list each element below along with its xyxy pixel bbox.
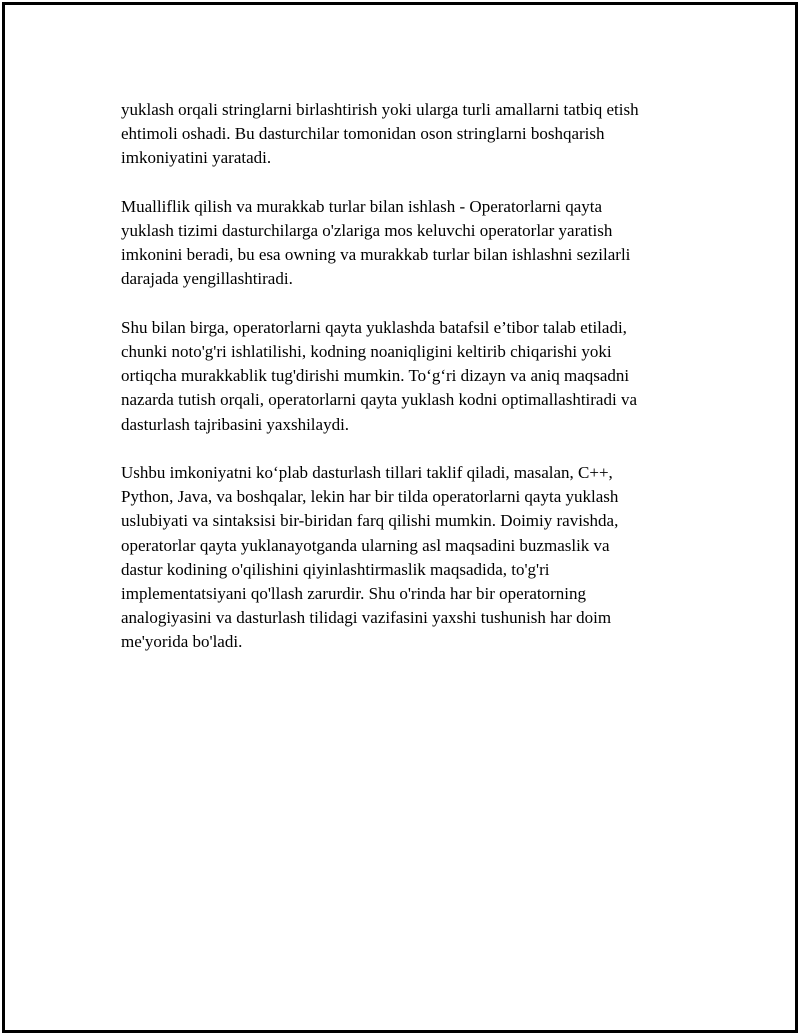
text-line: ehtimoli oshadi. Bu dasturchilar tomonidan oson stringlarni boshqarish	[121, 124, 605, 144]
text-line: darajada yengillashtiradi.	[121, 269, 293, 289]
page-frame	[2, 2, 798, 1033]
paragraph	[121, 195, 701, 292]
text-line: me'yorida bo'ladi.	[121, 632, 243, 652]
text-line: chunki noto'g'ri ishlatilishi, kodning noaniqligini keltirib chiqarishi yoki	[121, 342, 612, 361]
text-line: ortiqcha murakkablik tug'dirishi mumkin. To‘g‘ri dizayn va aniq maqsadni	[121, 366, 630, 386]
text-line: imkoniyatini yaratadi.	[121, 148, 272, 168]
text-line: yuklash orqali stringlarni birlashtirish yoki ularga turli amallarni tatbiq etish	[121, 100, 639, 119]
paragraph	[121, 98, 701, 171]
paragraph	[121, 461, 701, 655]
text-line: uslubiyati va sintaksisi bir-biridan farq qilishi mumkin. Doimiy ravishda,	[121, 511, 619, 531]
text-line: implementatsiyani qo'llash zarurdir. Shu o'rinda har bir operatorning	[121, 584, 587, 604]
text-line: nazarda tutish orqali, operatorlarni qayta yuklash kodni optimallashtiradi va	[121, 390, 637, 410]
text-line: Python, Java, va boshqalar, lekin har bir tilda operatorlarni qayta yuklash	[121, 487, 619, 507]
text-line: Mualliflik qilish va murakkab turlar bilan ishlash - Operatorlarni qayta	[121, 196, 603, 216]
text-line: Ushbu imkoniyatni ko‘plab dasturlash tillari taklif qiladi, masalan, C++,	[121, 463, 613, 482]
text-line: dastur kodining o'qilishini qiyinlashtirmaslik maqsadida, to'g'ri	[121, 559, 550, 579]
text-line: operatorlar qayta yuklanayotganda ularning asl maqsadini buzmaslik va	[121, 535, 610, 555]
text-line: imkonini beradi, bu esa owning va murakkab turlar bilan ishlashni sezilarli	[121, 245, 631, 265]
document-body	[121, 98, 701, 679]
text-line: yuklash tizimi dasturchilarga o'zlariga mos keluvchi operatorlar yaratish	[121, 221, 613, 240]
text-line: dasturlash tajribasini yaxshilaydi.	[121, 414, 350, 434]
paragraph	[121, 316, 701, 437]
text-line: analogiyasini va dasturlash tilidagi vazifasini yaxshi tushunish har doim	[121, 608, 612, 628]
text-line: Shu bilan birga, operatorlarni qayta yuklashda batafsil e’tibor talab etiladi,	[121, 317, 627, 337]
